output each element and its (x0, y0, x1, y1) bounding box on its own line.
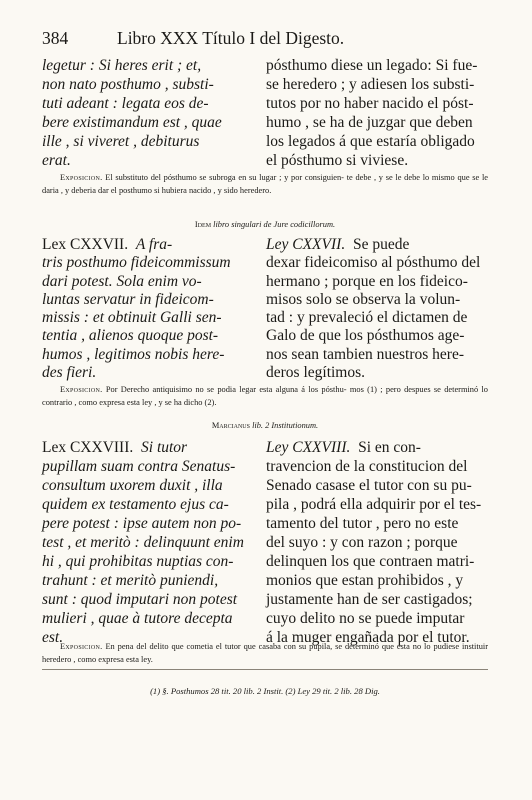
source-heading (42, 419, 488, 433)
latin-line: legetur : Si heres erit ; et, (42, 57, 202, 74)
spanish-line: nos sean tambien nuestros here- (266, 345, 464, 363)
latin-line: sunt : quod imputari non potest (42, 591, 238, 608)
spanish-line: travencion de la constitucion del (266, 458, 468, 475)
running-title: Libro XXX Título I del Digesto. (117, 28, 345, 48)
spanish-line: deros legítimos. (266, 364, 366, 382)
lex-number: Lex CXXVII. (42, 236, 129, 253)
page-number: 384 (42, 28, 69, 48)
exposicion-label: Exposicion. (60, 642, 103, 651)
source-author: Idem (194, 220, 212, 229)
latin-line: trahunt : et meritò puniendi, (42, 572, 219, 589)
spanish-column (266, 56, 488, 170)
spanish-line-text: Se puede (352, 236, 410, 253)
spanish-line: pila , podrá ella adquirir por el tes- (266, 496, 482, 513)
exposicion-text: El substituto del pósthumo se subroga en su lugar ; y por consiguien- te debe , y se le debe lo mismo que se le daria , y deberia dar el posthumo si hubiera nacido , y sido heredero. (42, 173, 489, 195)
source-heading (42, 218, 488, 232)
lex-number: Lex CXXVIII. (42, 439, 134, 456)
latin-line: test , et meritò : delinquunt enim (42, 534, 244, 551)
latin-line: consultum uxorem duxit , illa (42, 477, 223, 494)
latin-line: pupillam suam contra Senatus- (42, 458, 236, 475)
latin-line: erat. (42, 152, 71, 169)
latin-line: ille , si viveret , debiturus (42, 133, 200, 150)
spanish-line: cuyo delito no se puede imputar (266, 610, 465, 627)
footnotes: (1) §. Posthumos 28 tit. 20 lib. 2 Instit. (2) Ley 29 tit. 2 lib. 28 Dig. (150, 686, 380, 696)
latin-line: bere existimandum est , quae (42, 114, 222, 131)
latin-line-text: A fra- (135, 236, 173, 253)
spanish-line: tamento del tutor , pero no este (266, 515, 459, 532)
spanish-line: hermano ; porque en los fideico- (266, 272, 468, 290)
exposicion-label: Exposicion. (60, 385, 103, 394)
latin-line: quidem ex testamento ejus ca- (42, 496, 229, 513)
latin-column (42, 236, 264, 382)
latin-line: non nato posthumo , substi- (42, 76, 214, 93)
spanish-line: monios que estan prohibidos , y (266, 572, 464, 589)
latin-line: pere potest : ipse autem non po- (42, 515, 242, 532)
latin-line: hi , qui prohibitas nuptias con- (42, 553, 234, 570)
latin-line: missis : et obtinuit Galli sen- (42, 309, 222, 327)
latin-line: tentia , alienos quoque post- (42, 327, 219, 345)
spanish-line: humo , se ha de juzgar que deben (266, 114, 473, 131)
exposicion-note (42, 384, 488, 409)
spanish-line: misos solo se observa la volun- (266, 290, 461, 308)
latin-line: dari potest. Sola enim vo- (42, 272, 202, 290)
exposicion-label: Exposicion. (60, 173, 103, 182)
exposicion-note (42, 172, 488, 197)
spanish-line (266, 236, 488, 254)
spanish-line: el pósthumo si viviese. (266, 152, 409, 169)
spanish-line: delinquen los que contraen matri- (266, 553, 475, 570)
source-work: lib. 2 Institutionum. (252, 421, 319, 430)
source-work: libro singulari de Jure codicillorum. (213, 220, 336, 229)
ley-number: Ley CXXVII. (266, 236, 346, 253)
spanish-line: del suyo : y con razon ; porque (266, 534, 458, 551)
spanish-line: tutos por no haber nacido el póst- (266, 95, 474, 112)
spanish-column (266, 438, 488, 647)
latin-line (42, 236, 264, 254)
latin-line-text: Si tutor (141, 439, 188, 456)
latin-line: humos , legitimos nobis here- (42, 345, 225, 363)
latin-line: luntas servatur in fideicom- (42, 290, 214, 308)
spanish-line: á la muger engañada por el tutor. (266, 629, 470, 646)
spanish-line: pósthumo diese un legado: Si fue- (266, 57, 478, 74)
latin-line: tuti adeant : legata eos de- (42, 95, 209, 112)
page-header (42, 26, 482, 50)
latin-line: des fieri. (42, 364, 97, 382)
latin-line: tris posthumo fideicommissum (42, 254, 231, 272)
opening-columns (42, 56, 488, 170)
spanish-line: los legados á que estaría obligado (266, 133, 475, 150)
spanish-line: dexar fideicomiso al pósthumo del (266, 254, 481, 272)
spanish-line: Galo de que los pósthumos age- (266, 327, 465, 345)
latin-line: est. (42, 629, 64, 646)
latin-line: mulieri , quae à tutore decepta (42, 610, 233, 627)
exposicion-text: En pena del delito que cometia el tutor que casaba con su pupila, se determinó que esta no lo pudiese instituir heredero , como expresa esta ley. (42, 642, 489, 664)
spanish-line: justamente han de ser castigados; (266, 591, 473, 608)
spanish-line: Senado casase el tutor con su pu- (266, 477, 472, 494)
spanish-line (266, 438, 488, 457)
ley-number: Ley CXXVIII. (266, 439, 351, 456)
exposicion-text: Por Derecho antiquisimo no se podia legar esta alguna á los pósthu- mos (1) ; pero despues se determinó lo contrario , como expresa esta ley , y se ha dicho (2). (42, 385, 488, 407)
spanish-line: tad : y prevaleció el dictamen de (266, 309, 468, 327)
latin-column (42, 56, 264, 170)
lex-128-columns (42, 438, 488, 647)
spanish-line: se heredero ; y adiesen los substi- (266, 76, 475, 93)
footnote-divider (42, 669, 488, 670)
lex-127-columns (42, 236, 488, 382)
latin-line (42, 438, 264, 457)
spanish-line-text: Si en con- (358, 439, 421, 456)
latin-column (42, 438, 264, 647)
exposicion-note (42, 641, 488, 666)
spanish-column (266, 236, 488, 382)
source-author: Marcianus (211, 421, 250, 430)
